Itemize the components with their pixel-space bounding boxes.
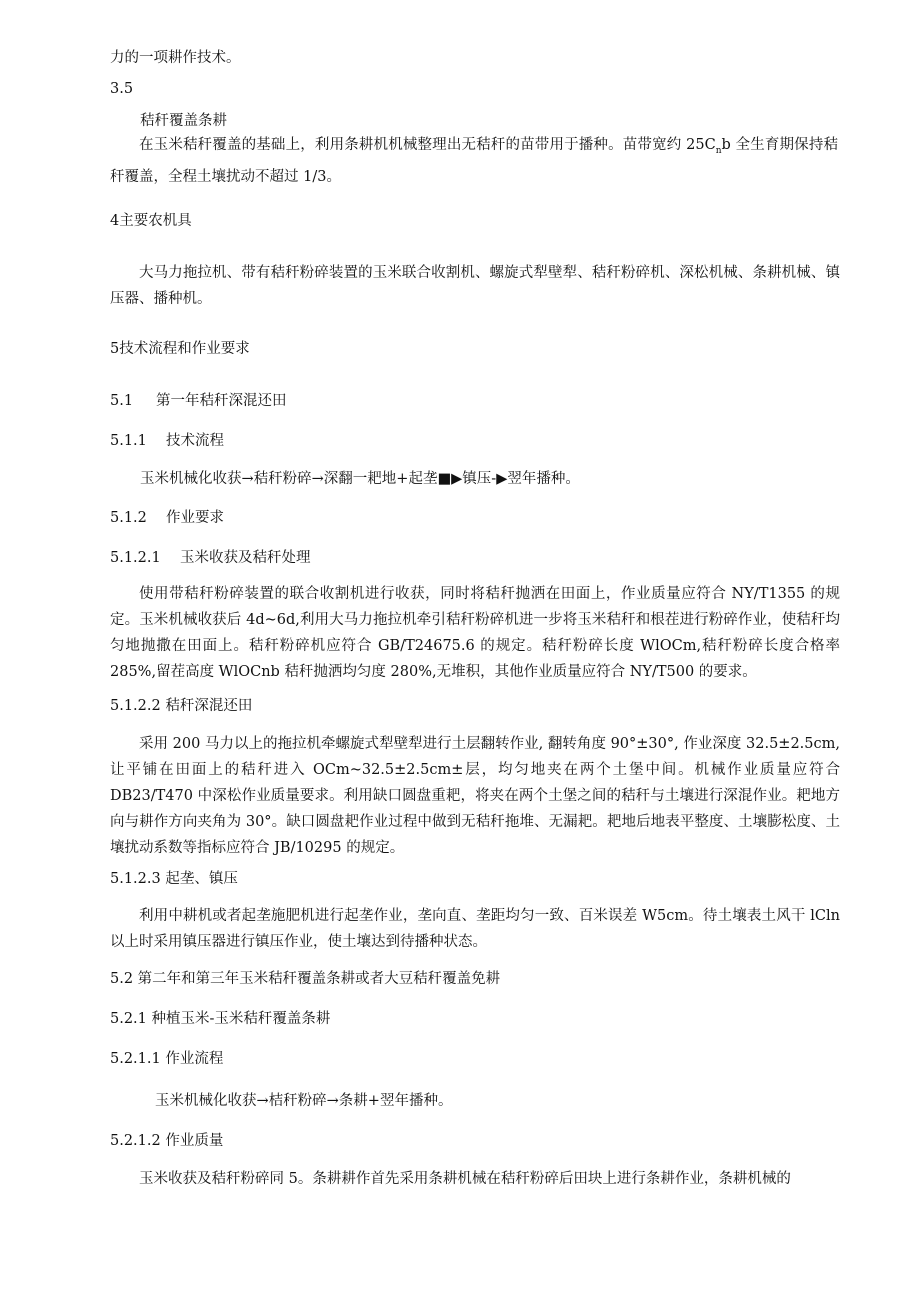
section-5-title: 5技术流程和作业要求 — [110, 341, 250, 357]
section-5-2-1-2-paragraph: 玉米收获及秸秆粉碎同 5。条耕耕作首先采用条耕机械在秸秆粉碎后田块上进行条耕作业，条耕机械的 — [139, 1171, 791, 1187]
section-5-1-2-3-title: 5.1.2.3 起垄、镇压 — [110, 871, 238, 887]
section-5-1-2-3-paragraph: 利用中耕机或者起垄施肥机进行起垄作业，垄向直、垄距均匀一致、百米误差 W5cm。待土壤表土风干 lCln 以上时采用镇压器进行镇压作业，使土壤达到待播种状态。 — [110, 908, 840, 950]
section-5-2-1-1-title: 5.2.1.1 作业流程 — [110, 1051, 224, 1067]
section-5-2-title: 5.2 第二年和第三年玉米秸秆覆盖条耕或者大豆秸秆覆盖免耕 — [110, 971, 501, 987]
section-4-paragraph: 大马力拖拉机、带有秸秆粉碎装置的玉米联合收割机、螺旋式犁壁犁、秸秆粉碎机、深松机械、条耕机械、镇压器、播种机。 — [110, 265, 840, 307]
section-3-5-number: 3.5 — [110, 81, 134, 97]
section-5-1-2-title: 作业要求 — [166, 510, 224, 526]
section-5-2-1-title: 5.2.1 种植玉米-玉米秸秆覆盖条耕 — [110, 1011, 331, 1027]
section-5-1-heading — [110, 388, 287, 414]
section-5-1-2-number: 5.1.2 — [110, 510, 147, 526]
section-5-1-2-1-paragraph: 使用带秸秆粉碎装置的联合收割机进行收获，同时将秸秆抛洒在田面上，作业质量应符合 NY/T1355 的规定。玉米机械收获后 4d~6d,利用大马力拖拉机牵引秸秆粉碎机进一步将玉米秸秆和根茬进行粉碎作业，使秸秆均匀地抛撒在田面上。秸秆粉碎机应符合 GB/T24675.6 的规定。秸秆粉碎长度 WlOCm,秸秆粉碎长度合格率 285%,留茬高度 WlOCnb 秸秆抛洒均匀度 280%,无堆积，其他作业质量应符合 NY/T500 的要求。 — [110, 586, 840, 680]
section-5-1-2-2-title: 5.1.2.2 秸秆深混还田 — [110, 698, 253, 714]
section-5-1-2-heading — [110, 505, 224, 531]
section-5-1-1-flow: 玉米机械化收获→秸秆粉碎→深翻一耙地+起垄■▶镇压-▶翌年播种。 — [140, 471, 580, 487]
section-5-1-2-2-paragraph: 采用 200 马力以上的拖拉机牵螺旋式犁壁犁进行土层翻转作业, 翻转角度 90°±30°, 作业深度 32.5±2.5cm,让平铺在田面上的秸秆进入 OCm~32.5±2.5cm±层，均匀地夹在两个土堡中间。机械作业质量应符合 DB23/T470 中深松作业质量要求。利用缺口圆盘重耙，将夹在两个土堡之间的秸秆与土壤进行深混作业。耙地方向与耕作方向夹角为 30°。缺口圆盘耙作业过程中做到无秸秆拖堆、无漏耙。耙地后地表平整度、土壤膨松度、土壤扰动系数等指标应符合 JB/10295 的规定。 — [110, 736, 840, 856]
section-5-1-title: 第一年秸秆深混还田 — [156, 393, 287, 409]
section-4-title: 4主要农机具 — [110, 213, 192, 229]
section-5-1-2-1-title: 玉米收获及秸秆处理 — [180, 550, 311, 566]
continued-line: 力的一项耕作技术。 — [110, 50, 241, 66]
section-5-1-2-1-heading — [110, 545, 311, 571]
section-5-2-1-2-title: 5.2.1.2 作业质量 — [110, 1133, 224, 1149]
section-3-5-title: 秸秆覆盖条耕 — [140, 113, 227, 129]
section-5-2-1-1-flow: 玉米机械化收获→桔秆粉碎→条耕+翌年播种。 — [155, 1093, 453, 1109]
section-5-1-1-title: 技术流程 — [166, 433, 224, 449]
section-5-1-number: 5.1 — [110, 393, 134, 409]
section-5-1-1-heading — [110, 428, 224, 454]
section-3-5-paragraph: 在玉米秸秆覆盖的基础上，利用条耕机机械整理出无秸秆的苗带用于播种。苗带宽约 $25C_nb$ 全生育期保持秸秆覆盖，全程土壤扰动不超过 1/3。 — [110, 137, 839, 185]
section-5-1-2-1-number: 5.1.2.1 — [110, 550, 161, 566]
section-5-1-1-number: 5.1.1 — [110, 433, 147, 449]
